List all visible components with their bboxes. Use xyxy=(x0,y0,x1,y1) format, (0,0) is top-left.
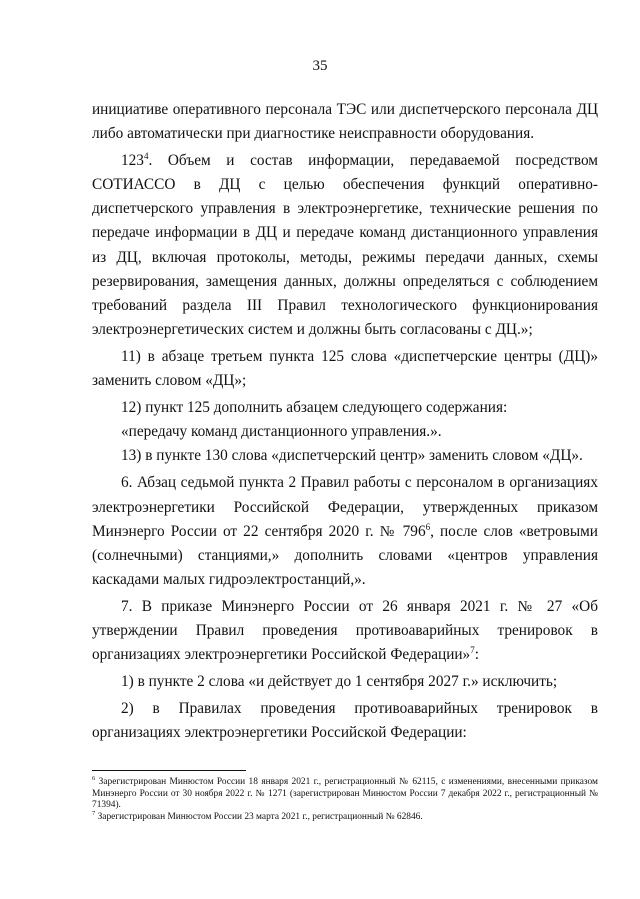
paragraph-subitem-2: 2) в Правилах проведения противоаварийных тренировок в организациях электроэнергетики Российской Федерации: xyxy=(92,700,598,742)
footnote-mark: 7 xyxy=(92,809,96,817)
section-7-tail: : xyxy=(474,646,479,664)
paragraph-section-7 xyxy=(92,595,598,667)
paragraph-amendment-11: 11) в абзаце третьем пункта 125 слова «диспетчерские центры (ДЦ)» заменить словом «ДЦ»; xyxy=(92,347,598,390)
footnote-6 xyxy=(92,777,598,812)
paragraph-subitem-1: 1) в пункте 2 слова «и действует до 1 сентября 2027 г.» исключить; xyxy=(121,673,558,691)
paragraph-quoted-addition: «передачу команд дистанционного управления.». xyxy=(121,423,442,441)
item-text: . Объем и состав информации, передаваемой посредством СОТИАССО в ДЦ с целью обеспечения функций оперативно-диспетчерского управления в электроэнергетике, технические решения по передаче информации в ДЦ и передаче команд дистанционного управления из ДЦ, включая протоколы, методы, режимы передачи данных, схемы резервирования, замещения данных, должны определяться с соблюдением требований раздела III Правил технологического функционирования электроэнергетических систем и должны быть согласованы с ДЦ.»; xyxy=(92,152,598,338)
paragraph-continuation: инициативе оперативного персонала ТЭС или диспетчерского персонала ДЦ либо автоматически при диагностике неисправности оборудования. xyxy=(92,101,598,143)
item-superscript: 4 xyxy=(143,151,149,162)
paragraph-section-6 xyxy=(92,471,598,591)
footnote-ref-7: 7 xyxy=(470,645,475,656)
section-6-tail: , после слов «ветровыми (солнечными) станциями,» дополнить словами «центров управления каскадами малых гидроэлектростанций,». xyxy=(92,522,598,588)
paragraph-amendment-12: 12) пункт 125 дополнить абзацем следующего содержания: xyxy=(121,399,508,417)
item-number: 123 xyxy=(121,152,144,170)
footnote-separator xyxy=(92,770,246,771)
page-number: 35 xyxy=(312,58,328,74)
section-7-text: 7. В приказе Минэнерго России от 26 января 2021 г. № 27 «Об утверждении Правил проведения противоаварийных тренировок в организациях электроэнергетики Российской Федерации» xyxy=(92,597,598,664)
paragraph-item-123-4 xyxy=(92,149,598,342)
footnotes xyxy=(92,777,598,823)
footnote-ref-6: 6 xyxy=(425,521,431,532)
section-6-text: 6. Абзац седьмой пункта 2 Правил работы с персоналом в организациях электроэнергетики Российской Федерации, утвержденных приказом Минэнерго России от 22 сентября 2020 г. № 796 xyxy=(92,474,598,540)
footnote-mark: 6 xyxy=(92,775,96,782)
paragraph-amendment-13: 13) в пункте 130 слова «диспетчерский центр» заменить словом «ДЦ». xyxy=(121,447,583,465)
body-text xyxy=(92,98,598,745)
footnote-7 xyxy=(92,809,598,824)
footnote-text: Зарегистрирован Минюстом России 23 марта 2021 г., регистрационный № 62846. xyxy=(95,811,423,822)
footnote-text: Зарегистрирован Минюстом России 18 января 2021 г., регистрационный № 62115, с изменениями, внесенными приказом Минэнерго России от 30 ноября 2022 г. № 1271 (зарегистрирован Минюстом России 7 декабря 2022 г., регистрационный № 71394). xyxy=(92,777,598,811)
